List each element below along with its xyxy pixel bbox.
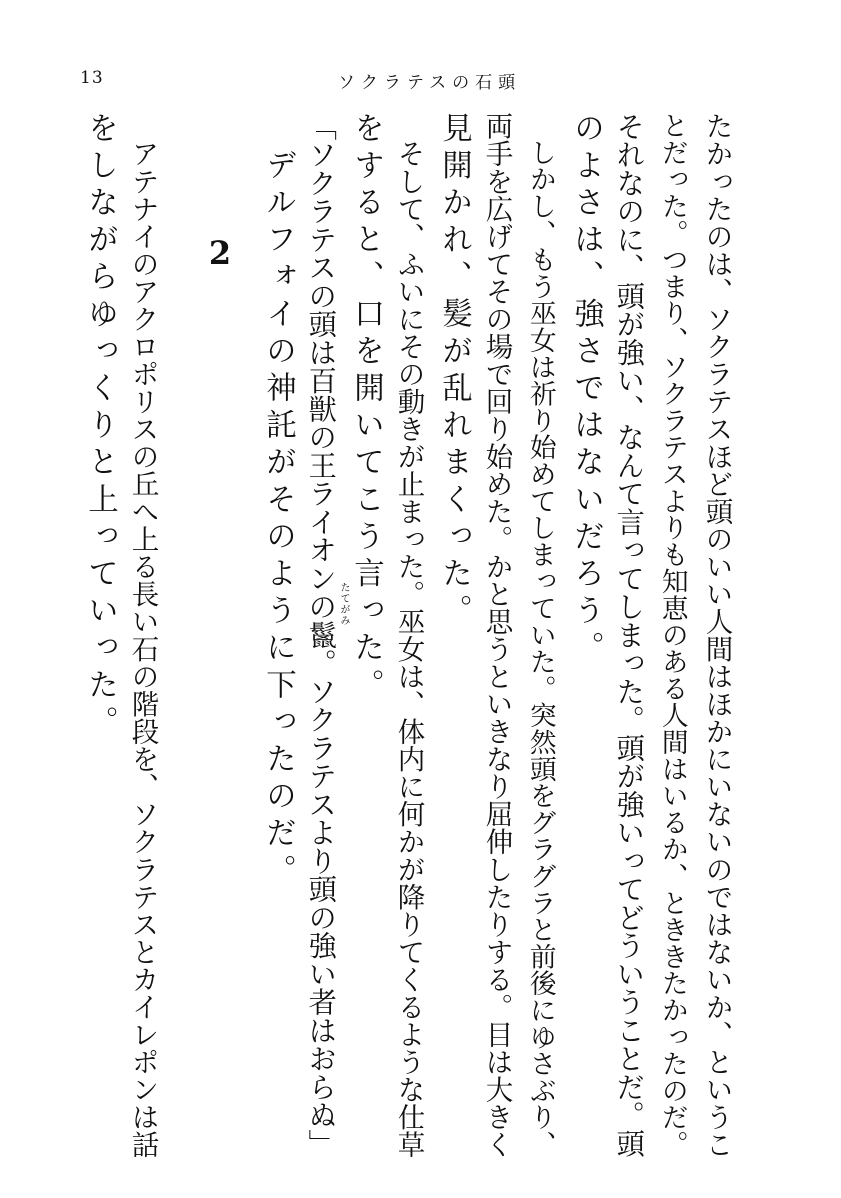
- text-line: をしながらゆっくりと上っていった。: [82, 112, 118, 743]
- text-line: とだった。つまり、ソクラテスよりも知恵のある人間はいるか、とききたかったのだ。: [656, 112, 688, 1158]
- text-line: そして、ふいにその動きが止まった。巫女は、体内に何かが降りてくるような仕草: [392, 112, 425, 1158]
- page-number: 13: [80, 68, 104, 88]
- section-number: 2: [208, 234, 232, 272]
- text-line: 両手を広げてその場で回り始めた。かと思うといきなり屈伸したりする。目は大きく: [480, 112, 513, 1158]
- text-line: アテナイのアクロポリスの丘へ上る長い石の階段を、ソクラテスとカイレポンは話: [126, 112, 159, 1158]
- ruby-gloss: たてがみ: [338, 582, 349, 626]
- text-line: 見開かれ、髪が乱れまくった。: [436, 112, 472, 632]
- text-line: たかったのは、ソクラテスほど頭のいい人間はほかにいないのではないか、というこ: [700, 112, 733, 1158]
- text-line: デルフォイの神託がそのように下ったのだ。: [260, 112, 296, 892]
- text-line: 「ソクラテスの頭は百獣の王ライオンの鬣。ソクラテスより頭の強い者はおらぬ」: [304, 112, 338, 1158]
- text-line: それなのに、頭が強い、なんて言ってしまった。頭が強いってどういうことだ。頭: [612, 112, 646, 1158]
- running-head: ソクラテスの石頭: [338, 73, 522, 93]
- text-line: のよさは、強さではないだろう。: [568, 112, 604, 669]
- text-line: をすると、口を開いてこう言った。: [348, 112, 384, 706]
- text-line: しかし、もう巫女は祈り始めてしまっていた。突然頭をグラグラと前後にゆさぶり、: [524, 112, 556, 1158]
